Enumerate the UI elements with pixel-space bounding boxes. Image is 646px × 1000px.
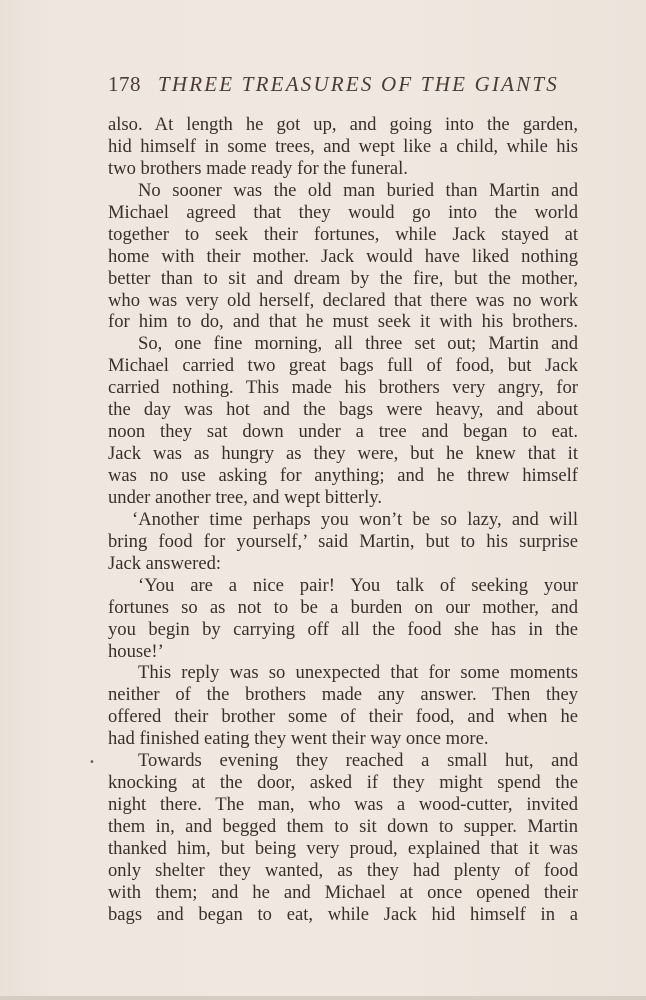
text-line: together to seek their fortunes, while Jack stayed at bbox=[108, 223, 578, 245]
text-line: Towards evening they reached a small hut, and bbox=[138, 750, 578, 772]
text-line: So, one fine morning, all three set out; Martin and bbox=[138, 333, 578, 355]
text-line: two brothers made ready for the funeral. bbox=[108, 157, 408, 179]
text-line: carried nothing. This made his brothers very angry, for bbox=[108, 377, 578, 399]
text-line: the day was hot and the bags were heavy, and about bbox=[108, 399, 578, 421]
margin-mark-icon: • bbox=[89, 757, 95, 768]
text-line: better than to sit and dream by the fire, but the mother, bbox=[108, 267, 578, 289]
text-line: hid himself in some trees, and wept like a child, while his bbox=[108, 135, 578, 157]
text-line: only shelter they wanted, as they had plenty of food bbox=[108, 859, 578, 881]
text-line: knocking at the door, asked if they might spend the bbox=[108, 772, 578, 794]
text-line: fortunes so as not to be a burden on our mother, and bbox=[108, 596, 578, 618]
text-line: This reply was so unexpected that for some moments bbox=[138, 662, 578, 684]
text-line: Jack was as hungry as they were, but he knew that it bbox=[108, 443, 578, 465]
text-line: home with their mother. Jack would have liked nothing bbox=[108, 245, 578, 267]
text-line: Michael agreed that they would go into the world bbox=[108, 201, 578, 223]
text-line: them in, and begged them to sit down to supper. Martin bbox=[108, 816, 578, 837]
text-line: night there. The man, who was a wood-cutter, invited bbox=[108, 794, 578, 816]
text-line: under another tree, and wept bitterly. bbox=[108, 486, 382, 508]
text-line: noon they sat down under a tree and began to eat. bbox=[108, 421, 578, 443]
text-line: with them; and he and Michael at once opened their bbox=[108, 881, 578, 903]
text-line: you begin by carrying off all the food she has in the bbox=[108, 618, 578, 640]
text-line: was no use asking for anything; and he threw himself bbox=[108, 465, 578, 486]
text-line: ‘You are a nice pair! You talk of seeking your bbox=[138, 574, 578, 596]
page-bottom-edge bbox=[0, 996, 646, 1000]
text-line: offered their brother some of their food, and when he bbox=[108, 706, 578, 728]
text-line: house!’ bbox=[108, 640, 164, 662]
text-line: thanked him, but being very proud, explained that it was bbox=[108, 837, 578, 859]
text-line: Jack answered: bbox=[108, 552, 222, 574]
text-line: bring food for yourself,’ said Martin, but to his surprise bbox=[108, 530, 578, 552]
text-line: Michael carried two great bags full of food, but Jack bbox=[108, 355, 578, 377]
body-text bbox=[108, 114, 578, 926]
text-line: No sooner was the old man buried than Martin and bbox=[138, 179, 578, 201]
text-line: bags and began to eat, while Jack hid himself in a bbox=[108, 903, 578, 925]
text-line: neither of the brothers made any answer. Then they bbox=[108, 684, 578, 706]
page-header bbox=[108, 72, 560, 102]
text-line: for him to do, and that he must seek it with his brothers. bbox=[108, 311, 578, 333]
text-line: who was very old herself, declared that there was no work bbox=[108, 289, 578, 311]
text-line: had finished eating they went their way once more. bbox=[108, 728, 489, 750]
text-line: ‘Another time perhaps you won’t be so lazy, and will bbox=[132, 508, 578, 530]
running-title: THREE TREASURES OF THE GIANTS bbox=[158, 72, 559, 96]
text-line: also. At length he got up, and going into the garden, bbox=[108, 114, 578, 135]
page-number: 178 bbox=[108, 72, 141, 96]
